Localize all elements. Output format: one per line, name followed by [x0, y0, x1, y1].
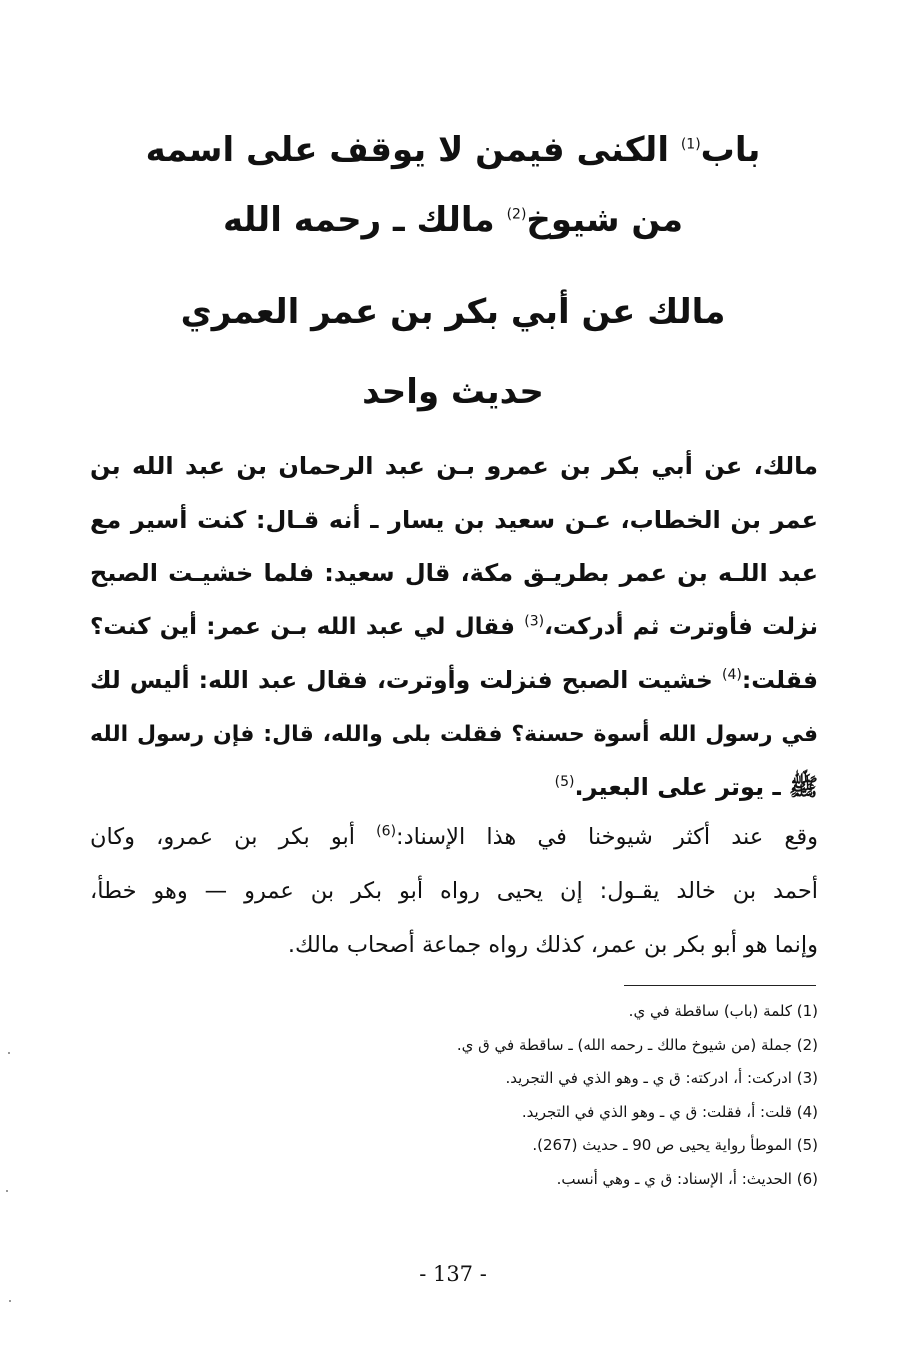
hadith-line: في رسول الله أسوة حسنة؟ فقلت بلى والله، قال: فإن رسول الله — [90, 721, 818, 747]
footnote-ref-5: (5) — [554, 774, 575, 790]
chapter-title-word: باب — [700, 130, 761, 170]
footnote-ref-3: (3) — [524, 612, 545, 629]
chapter-title-line-1 — [60, 128, 846, 172]
hadith-line-part: خشيت الصبح فنزلت وأوترت، فقال عبد الله: أليس لك — [90, 666, 722, 694]
footnote-ref-1: (1) — [680, 136, 701, 153]
hadith-line-part: فقال لي عبد الله بـن عمر: أين كنت؟ — [90, 613, 525, 640]
scan-speck — [6, 1190, 8, 1192]
chapter-subtitle-word: من شيوخ — [526, 200, 684, 240]
section-title: مالك عن أبي بكر بن عمر العمري — [180, 292, 726, 332]
page-number: - 137 - — [419, 1262, 487, 1286]
footnote-4: (4) قلت: أ، فقلت: ق ي ـ وهو الذي في التجريد. — [521, 1102, 818, 1121]
scan-speck — [9, 1300, 11, 1302]
hadith-line: عبد اللـه بن عمر بطريـق مكة، قال سعيد: فلما خشيـت الصبح — [90, 559, 818, 587]
commentary-line: وإنما هو أبو بكر بن عمر، كذلك رواه جماعة أصحاب مالك. — [287, 932, 818, 958]
chapter-title-text: الكنى فيمن لا يوقف على اسمه — [145, 130, 681, 170]
chapter-subtitle-text: مالك ـ رحمه الله — [222, 200, 507, 240]
footnote-2: (2) جملة (من شيوخ مالك ـ رحمه الله) ـ ساقطة في ق ي. — [456, 1035, 818, 1054]
footnote-6: (6) الحديث: أ، الإسناد: ق ي ـ وهي أنسب. — [556, 1169, 818, 1188]
footnote-1: (1) كلمة (باب) ساقطة في ي. — [628, 1002, 818, 1020]
commentary-line-part: وقع عند أكثر شيوخنا في هذا الإسناد: — [396, 824, 818, 850]
hadith-line: عمر بن الخطاب، عـن سعيد بن يسار ـ أنه قـال: كنت أسير مع — [90, 505, 818, 534]
hadith-line-part: ﷺ ـ يوتر على البعير. — [574, 773, 818, 801]
footnote-ref-4: (4) — [721, 667, 742, 684]
hadith-line — [90, 761, 818, 815]
hadith-text — [90, 440, 818, 815]
commentary-line: أحمد بن خالد يقـول: إن يحيى رواه أبو بكر بن عمرو — وهو خطأ، — [90, 878, 818, 904]
footnote-3: (3) ادركت: أ، ادركته: ق ي ـ وهو الذي في التجريد. — [505, 1069, 818, 1087]
hadith-line-part: نزلت فأوترت ثم أدركت، — [544, 613, 818, 640]
footnotes — [218, 995, 818, 1196]
commentary-line-part: أبو بكر بن عمرو، وكان — [90, 824, 377, 850]
commentary-text — [90, 810, 818, 972]
commentary-line — [90, 810, 818, 864]
hadith-line — [90, 654, 818, 708]
footnote-ref-6: (6) — [376, 823, 397, 840]
footnote-5: (5) الموطأ رواية يحيى ص 90 ـ حديث (267). — [532, 1136, 818, 1154]
hadith-line-part: فقلت: — [741, 666, 818, 694]
footnote-divider — [624, 985, 816, 986]
hadith-count-title: حديث واحد — [362, 372, 544, 412]
scan-speck — [8, 1052, 10, 1054]
hadith-line: مالك، عن أبي بكر بن عمرو بـن عبد الرحمان بن عبد الله بن — [90, 452, 818, 480]
hadith-line — [90, 601, 818, 655]
footnote-ref-2: (2) — [506, 206, 527, 223]
chapter-title-line-2 — [60, 198, 846, 242]
